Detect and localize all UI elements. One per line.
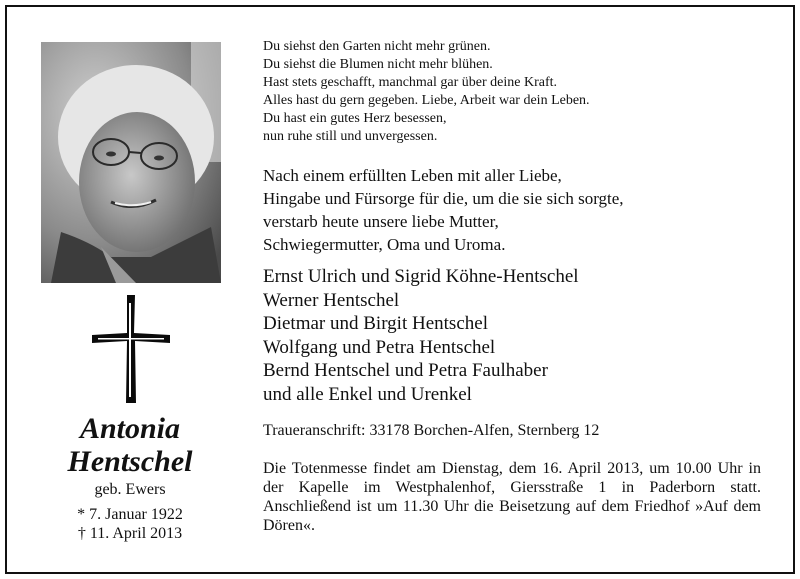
poem-line: Du siehst den Garten nicht mehr grünen.	[263, 39, 491, 54]
poem-line: nun ruhe still und unvergessen.	[263, 129, 438, 144]
birth-name: geb. Ewers	[94, 481, 166, 498]
family-member: und alle Enkel und Urenkel	[263, 383, 472, 405]
deceased-last-name: Hentschel	[67, 445, 193, 478]
family-list	[263, 265, 579, 406]
funeral-service-notice: Die Totenmesse findet am Dienstag, dem 16. April 2013, um 10.00 Uhr in der Kapelle im Westphalenhof, Giersstraße 1 in Paderborn statt. Anschließend ist um 11.30 Uhr die Beisetzung auf dem Friedhof »Auf dem Dören«.	[263, 460, 761, 534]
poem-line: Hast stets geschafft, manchmal gar über deine Kraft.	[263, 75, 558, 90]
poem-line: Du siehst die Blumen nicht mehr blühen.	[263, 57, 493, 72]
death-date: † 11. April 2013	[77, 525, 183, 542]
family-member: Ernst Ulrich und Sigrid Köhne-Hentschel	[263, 266, 579, 287]
poem-line: Du hast ein gutes Herz besessen,	[263, 111, 447, 126]
announcement-line: Hingabe und Fürsorge für die, um die sie sich sorgte,	[263, 189, 624, 208]
deceased-first-name: Antonia	[79, 412, 181, 445]
family-member: Wolfgang und Petra Hentschel	[263, 336, 496, 358]
mourning-address: Traueranschrift: 33178 Borchen-Alfen, Sternberg 12	[263, 422, 600, 439]
family-member: Dietmar und Birgit Hentschel	[263, 313, 488, 334]
family-member: Werner Hentschel	[263, 289, 400, 311]
portrait-photo	[41, 42, 221, 283]
family-member: Bernd Hentschel und Petra Faulhaber	[263, 360, 548, 381]
announcement-line: Nach einem erfüllten Leben mit aller Liebe,	[263, 166, 562, 185]
announcement-line: Schwiegermutter, Oma und Uroma.	[263, 235, 506, 254]
poem	[263, 38, 590, 146]
cross-icon	[90, 293, 172, 405]
announcement	[263, 164, 624, 256]
announcement-line: verstarb heute unsere liebe Mutter,	[263, 212, 499, 231]
birth-date: * 7. Januar 1922	[77, 506, 183, 523]
poem-line: Alles hast du gern gegeben. Liebe, Arbeit war dein Leben.	[263, 93, 590, 108]
